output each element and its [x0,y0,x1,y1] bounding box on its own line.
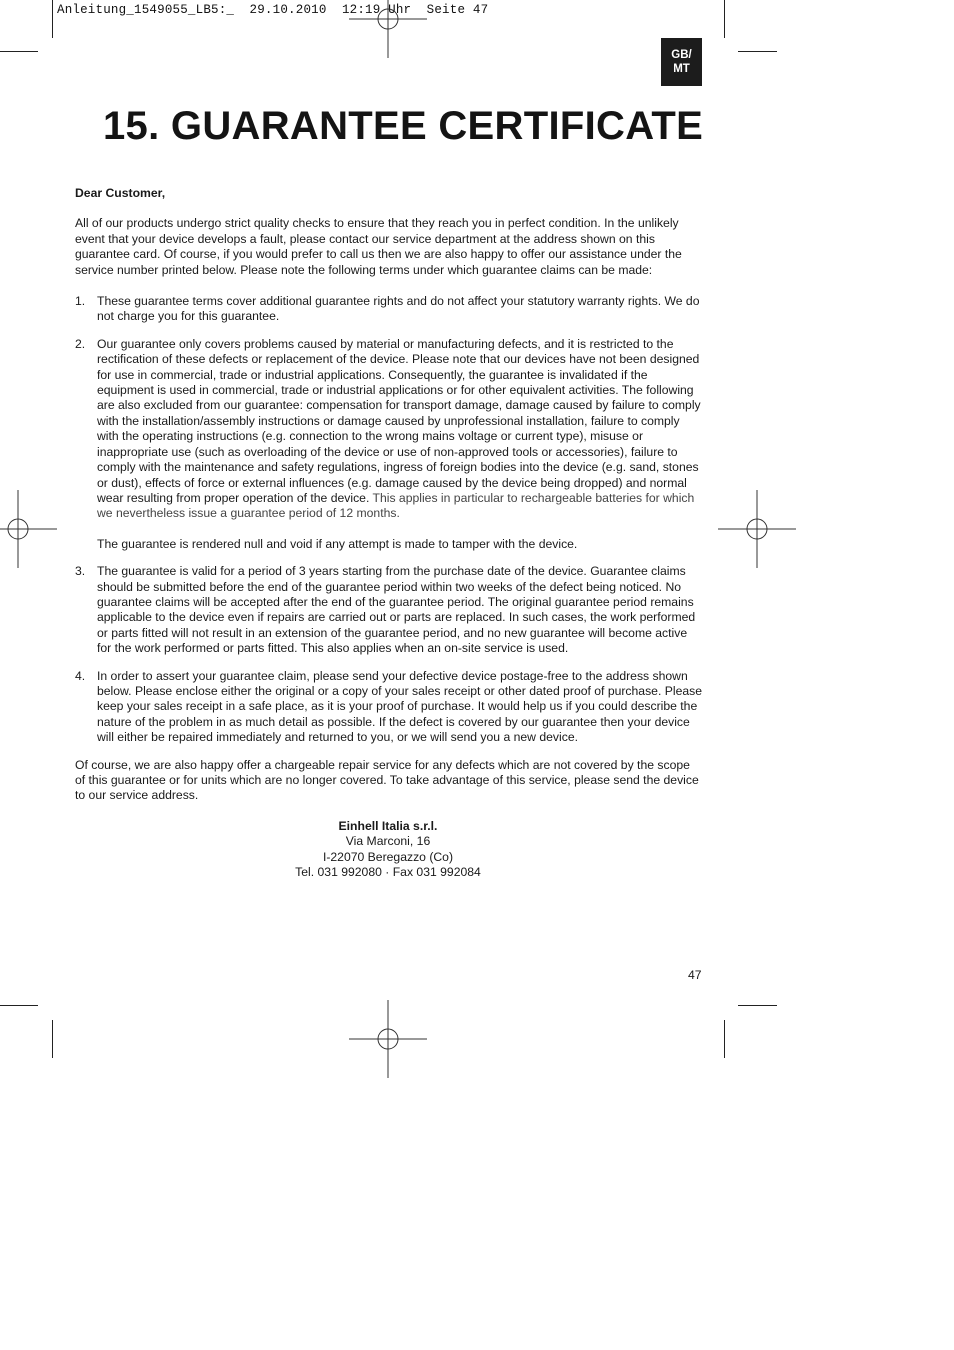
item-text-main: Our guarantee only covers problems caused by material or manufacturing defects, and it is restricted to the rectification of these defects or replacement of the device. Please note that our devices have not been designed for use in commercial, trade or industrial applications. Consequently, the guarantee is invalidated if the equipment is used in commercial, trade or industrial applications or for other equivalent activities. The following are also excluded from our guarantee: compensation for transport damage, damage caused by failure to comply with the installation/assembly instructions or damage caused by unprofessional installation, failure to comply with the operating instructions (e.g. connection to the wrong mains voltage or current type), misuse or inappropriate use (such as overloading of the device or use of non-approved tools or accessories), failure to comply with the maintenance and safety regulations, ingress of foreign bodies into the device (e.g. sand, stones or dust), effects of force or external influences (e.g. damage caused by the device being dropped) and normal wear resulting from proper operation of the device. [97,336,701,505]
crop-mark [52,1020,53,1058]
page-number: 47 [688,968,702,982]
crop-mark [724,0,725,38]
crop-mark [52,0,53,38]
address-city: I-22070 Beregazzo (Co) [322,849,454,864]
crop-mark [0,51,38,52]
item-text [97,337,703,522]
page-title: 15. GUARANTEE CERTIFICATE [103,104,704,148]
item-text: These guarantee terms cover additional guarantee rights and do not affect your statutory warranty rights. We do not charge you for this guarantee. [97,294,700,324]
item-number: 3. [75,564,86,579]
registration-mark-icon [349,1000,427,1078]
company-name: Einhell Italia s.r.l. [338,818,438,833]
language-badge-line: GB/ [671,49,692,61]
list-item [75,669,703,746]
item-number: 2. [75,336,86,351]
crop-mark [738,51,777,52]
service-address [73,819,703,881]
print-slug: Anleitung_1549055_LB5:_ 29.10.2010 12:19 Uhr Seite 47 [57,3,489,17]
list-item [75,337,703,552]
closing-paragraph: Of course, we are also happy offer a chargeable repair service for any defects which are not covered by the scope of this guarantee or for units which are no longer covered. To take advantage of this service, please send the device to our service address. [75,757,699,803]
terms-list [75,294,703,746]
item-number: 4. [75,668,86,683]
registration-mark-icon [718,490,796,568]
greeting: Dear Customer, [75,186,166,200]
address-phone: Tel. 031 992080 · Fax 031 992084 [295,865,481,880]
language-badge [661,38,702,86]
intro-paragraph: All of our products undergo strict quality checks to ensure that they reach you in perfect condition. In the unlikely event that your device develops a fault, please contact our service department at the address shown on this guarantee card. Of course, if you would prefer to call us then we are also happy to offer our assistance under the service number printed below. Please note the following terms under which guarantee claims can be made: [75,216,682,277]
item-text-extra: This applies in particular to rechargeable batteries for which we nevertheless issue a guarantee period of 12 months. [97,490,695,521]
list-item [75,564,703,656]
registration-mark-icon [0,490,57,568]
language-badge-line: MT [673,63,690,75]
item-text: The guarantee is valid for a period of 3 years starting from the purchase date of the device. Guarantee claims should be submitted before the end of the guarantee period within two weeks of the defect being noticed. No guarantee claims will be accepted after the end of the guarantee period. The original guarantee period remains applicable to the device even if repairs are carried out or parts are replaced. In such cases, the work performed or parts fitted will not result in an extension of the guarantee period, and no new guarantee will become active for the work performed or parts fitted. This also applies when an on-site service is used. [97,564,696,656]
list-item [75,294,703,325]
address-street: Via Marconi, 16 [345,834,431,849]
crop-mark [0,1005,38,1006]
item-text: In order to assert your guarantee claim, please send your defective device postage-free to the address shown below. Please enclose either the original or a copy of your sales receipt or other dated proof of purchase. Please keep your sales receipt in a safe place, as it is your proof of purchase. It would help us if you could describe the nature of the problem in as much detail as possible. If the defect is covered by our guarantee then your device will either be repaired immediately and returned to you, or we will send you a new device. [97,668,702,745]
item-number: 1. [75,294,86,309]
registration-mark-icon [349,0,427,58]
crop-mark [738,1005,777,1006]
crop-mark [724,1020,725,1058]
item-note: The guarantee is rendered null and void if any attempt is made to tamper with the device. [97,536,578,551]
certificate-body [75,186,703,880]
